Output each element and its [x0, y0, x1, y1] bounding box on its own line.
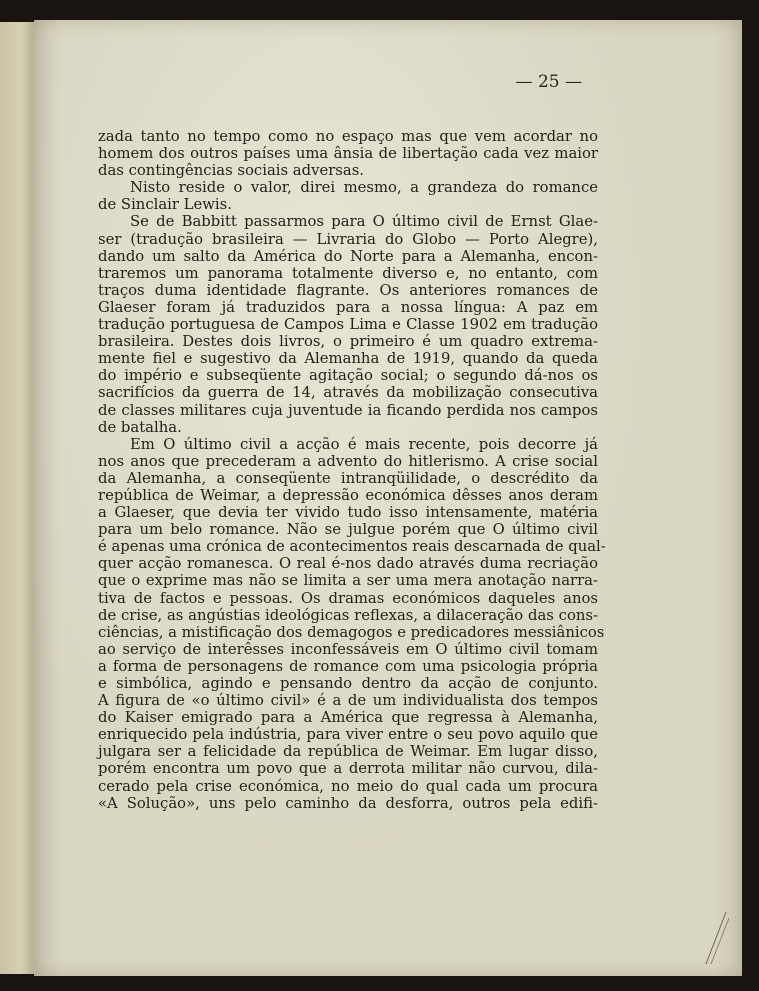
book-page — [34, 20, 742, 976]
text-line: ao serviço de interêsses inconfessáveis em O último civil tomam — [98, 640, 598, 658]
text-line: ser (tradução brasileira — Livraria do Globo — Porto Alegre), — [98, 230, 598, 248]
text-line: ciências, a mistificação dos demagogos e predicadores messiânicos — [98, 623, 605, 641]
text-line: homem dos outros países uma ânsia de libertação cada vez maior — [98, 145, 598, 163]
text-line: para um belo romance. Não se julgue porém que O último civil — [98, 521, 598, 539]
text-line: tradução portuguesa de Campos Lima e Classe 1902 em tradução — [98, 316, 598, 334]
text-line: porém encontra um povo que a derrota militar não curvou, dila- — [98, 760, 598, 778]
text-line: mente fiel e sugestivo da Alemanha de 1919, quando da queda — [98, 350, 598, 368]
text-line: traremos um panorama totalmente diverso e, no entanto, com — [98, 264, 598, 282]
text-line: e simbólica, agindo e pensando dentro da acção de conjunto. — [98, 675, 598, 692]
text-line: dando um salto da América do Norte para a Alemanha, encon- — [98, 247, 598, 265]
page-number: — 25 — — [515, 72, 582, 92]
text-line: que o exprime mas não se limita a ser uma mera anotação narra- — [98, 572, 598, 590]
text-line: república de Weimar, a depressão económica dêsses anos deram — [98, 486, 598, 504]
text-line: tiva de factos e pessoas. Os dramas económicos daqueles anos — [98, 589, 598, 607]
text-line: a forma de personagens de romance com uma psicologia própria — [98, 657, 598, 675]
text-line: cerado pela crise económica, no meio do qual cada um procura — [98, 777, 598, 795]
text-line: de Sinclair Lewis. — [98, 196, 232, 214]
text-line: de classes militares cuja juventude ia ficando perdida nos campos — [98, 401, 598, 419]
text-line: nos anos que precederam a advento do hitlerismo. A crise social — [98, 452, 598, 470]
text-line: é apenas uma crónica de acontecimentos reais descarnada de qual- — [98, 538, 606, 556]
text-line: julgara ser a felicidade da república de Weimar. Em lugar disso, — [98, 743, 598, 761]
text-line: quer acção romanesca. O real é-nos dado através duma recriação — [98, 555, 598, 573]
text-line: de crise, as angústias ideológicas reflexas, a dilaceração das cons- — [98, 606, 598, 624]
text-line: enriquecido pela indústria, para viver entre o seu povo aquilo que — [98, 726, 598, 744]
body-text — [98, 128, 606, 812]
text-line: Se de Babbitt passarmos para O último civil de Ernst Glae- — [130, 213, 598, 231]
text-line: Em O último civil a acção é mais recente, pois decorre já — [130, 435, 598, 453]
text-line: «A Solução», uns pelo caminho da desforra, outros pela edifi- — [98, 794, 598, 812]
text-line: A figura de «o último civil» é a de um individualista dos tempos — [98, 692, 598, 710]
text-line: Nisto reside o valor, direi mesmo, a grandeza do romance — [130, 179, 598, 197]
text-line: a Glaeser, que devia ter vivido tudo isso intensamente, matéria — [98, 504, 598, 522]
text-line: de batalha. — [98, 418, 182, 436]
page-corner-fold — [702, 906, 732, 966]
text-line: traços duma identidade flagrante. Os anteriores romances de — [98, 281, 598, 299]
text-line: das contingências sociais adversas. — [98, 162, 364, 180]
facing-page-edge — [0, 22, 34, 974]
text-line: do Kaiser emigrado para a América que regressa à Alemanha, — [98, 709, 598, 727]
text-line: sacrifícios da guerra de 14, através da mobilização consecutiva — [98, 384, 598, 402]
text-line: zada tanto no tempo como no espaço mas que vem acordar no — [98, 128, 598, 145]
text-line: brasileira. Destes dois livros, o primeiro é um quadro extrema- — [98, 333, 598, 351]
text-line: Glaeser foram já traduzidos para a nossa língua: A paz em — [98, 298, 598, 316]
text-line: da Alemanha, a conseqüente intranqüilidade, o descrédito da — [98, 469, 598, 487]
text-line: do império e subseqüente agitação social; o segundo dá-nos os — [98, 367, 598, 385]
